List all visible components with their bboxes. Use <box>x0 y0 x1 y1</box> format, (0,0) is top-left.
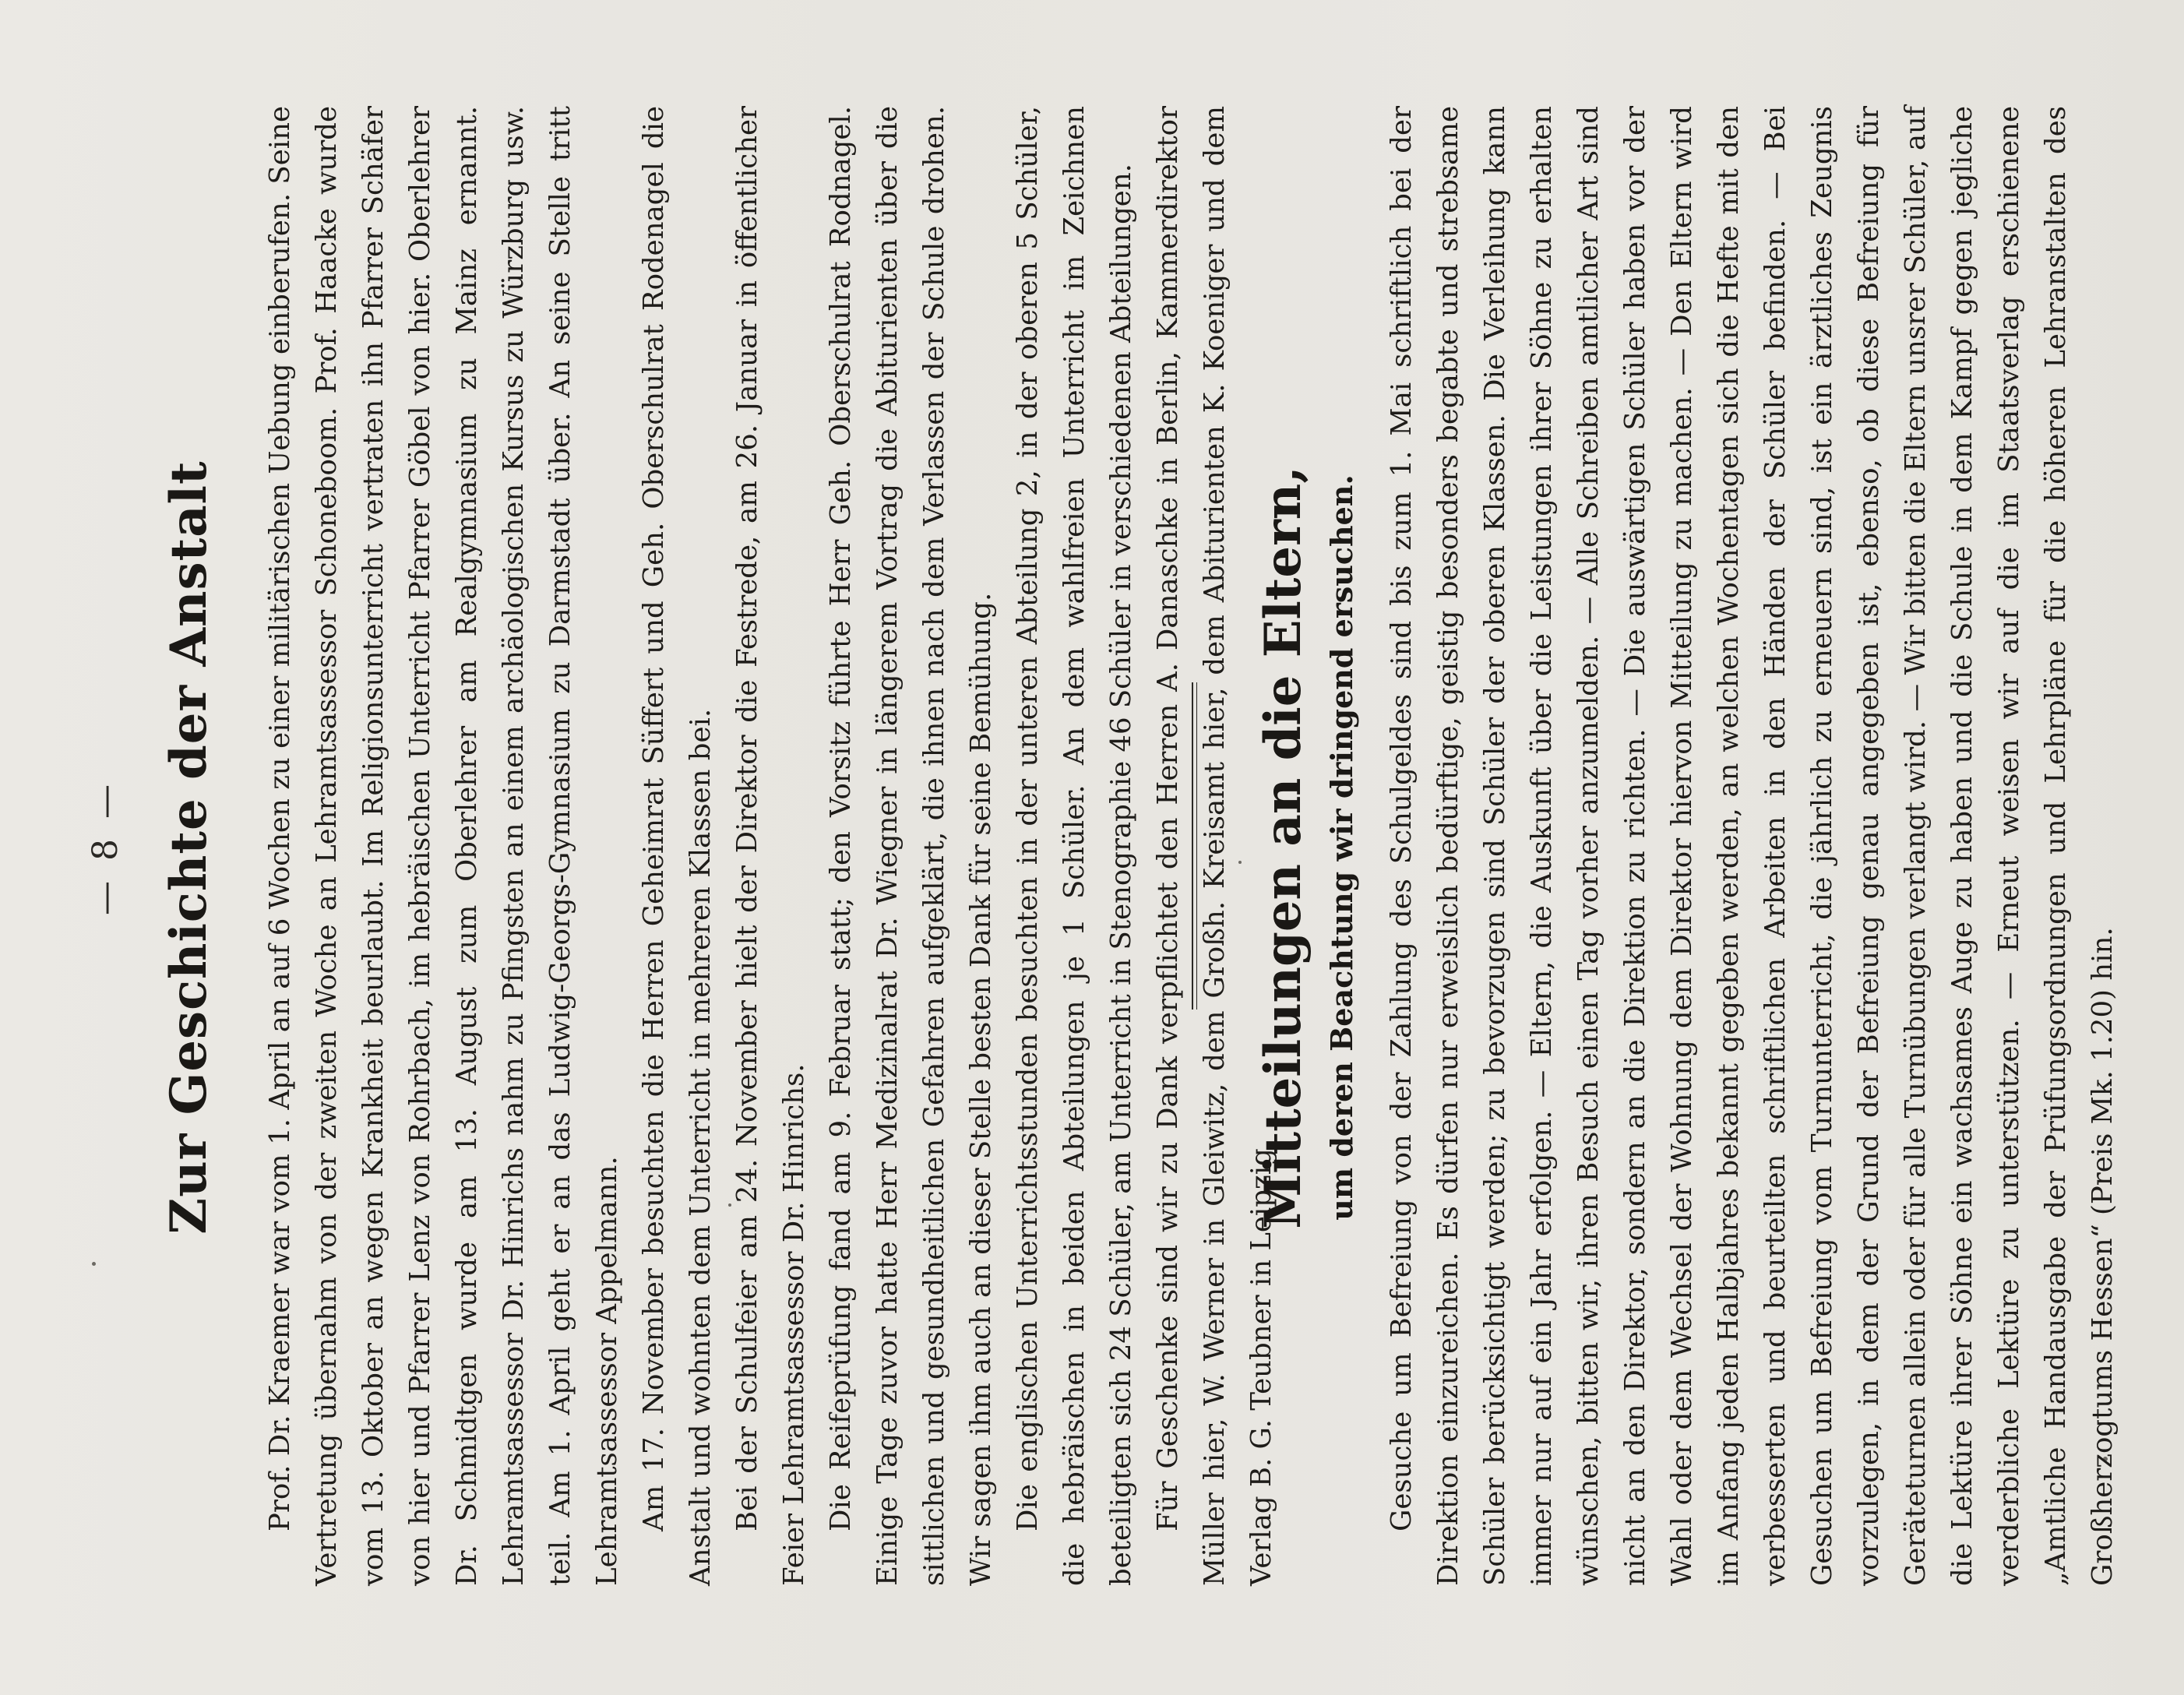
paragraph: Die Reifeprüfung fand am 9. Februar statt; den Vorsitz führte Herr Geh. Oberschulrat Rodnagel. Einige Tage zuvor hatte Herr Medizinalrat Dr. Wiegner in längerem Vortrag die Abiturienten über die sittlichen und gesundheitlichen Gefahren aufgeklärt, die ihnen nach dem Verlassen der Schule drohen. Wir sagen ihm auch an dieser Stelle besten Dank für seine Bemühung. <box>825 106 997 1586</box>
section-title-history: Zur Geschichte der Anstalt <box>160 460 218 1235</box>
section-divider <box>1192 682 1193 1010</box>
paragraph: Am 17. November besuchten die Herren Geheimrat Süffert und Geh. Oberschulrat Rodenagel die Anstalt und wohnten dem Unterricht in mehreren Klassen bei. <box>638 106 717 1586</box>
section-divider-thin <box>1196 682 1197 1010</box>
page-number: — 8 — <box>86 780 125 915</box>
paragraph: Gesuche um Befreiung von der Zahlung des Schulgeldes sind bis zum 1. Mai schriftlich bei der Direktion einzureichen. Es dürfen nur erweislich bedürftige, geistig besonders begabte und strebsame Schüler berücksichtigt werden; zu bevorzugen sind Schüler der oberen Klassen. Die Verleihung kann immer nur auf ein Jahr erfolgen. — Eltern, die Auskunft über die Leistungen ihrer Söhne zu erhalten wünschen, bitten wir, ihren Besuch einen Tag vorher anzumelden. — Alle Schreiben amtlicher Art sind nicht an den Direktor, sondern an die Direktion zu richten. — Die auswärtigen Schüler haben vor der Wahl oder dem Wechsel der Wohnung dem Direktor hiervon Mitteilung zu machen. — Den Eltern wird im Anfang jeden Halbjahres bekannt gegeben werden, an welchen Wochentagen sich die Hefte mit den verbesserten und beurteilten schriftlichen Arbeiten in den Händen der Schüler befinden. — Bei Gesuchen um Befreiung vom Turnunterricht, die jährlich zu erneuern sind, ist ein ärztliches Zeugnis vorzulegen, in dem der Grund der Befreiung genau angegeben ist, ebenso, ob diese Befreiung für Geräteturnen allein oder für alle Turnübungen verlangt wird. — Wir bitten die Eltern unsrer Schüler, auf die Lektüre ihrer Söhne ein wachsames Auge zu haben und die Schule in dem Kampf gegen jegliche verderbliche Lektüre zu unterstützen. — Erneut weisen wir auf die im Staatsverlag erschienene „Amtliche Handausgabe der Prüfungsordnungen und Lehrpläne für die höheren Lehranstalten des Großherzogtums Hessen“ (Preis Mk. 1.20) hin. <box>1386 106 2119 1586</box>
section-subtitle-parents: um deren Beachtung wir dringend ersuchen. <box>1324 474 1359 1221</box>
paragraph: Bei der Schulfeier am 24. November hielt der Direktor die Festrede, am 26. Januar in öffentlicher Feier Lehramtsassessor Dr. Hinrichs. <box>731 106 810 1586</box>
section-title-parents: Mitteilungen an die Eltern, <box>1254 466 1312 1229</box>
paragraph: Die englischen Unterrichtsstunden besuchten in der unteren Abteilung 2, in der oberen 5 Schüler, die hebräischen in beiden Abteilungen je 1 Schüler. An dem wahlfreien Unterricht im Zeichnen beteiligten sich 24 Schüler, am Unterricht in Stenographie 46 Schüler in verschiedenen Abteilungen. <box>1012 106 1137 1586</box>
section-body-parents <box>1379 106 2126 1586</box>
paragraph: Prof. Dr. Kraemer war vom 1. April an auf 6 Wochen zu einer militärischen Uebung einberufen. Seine Vertretung übernahm von der zweiten Woche an Lehramtsassessor Schoneboom. Prof. Haacke wurde vom 13. Oktober an wegen Krankheit beurlaubt. Im Religionsunterricht vertraten ihn Pfarrer Schäfer von hier und Pfarrer Lenz von Rohrbach, im hebräischen Unterricht Pfarrer Göbel von hier. Oberlehrer Dr. Schmidtgen wurde am 13. August zum Oberlehrer am Realgymnasium zu Mainz ernannt. Lehramtsassessor Dr. Hinrichs nahm zu Pfingsten an einem archäologischen Kursus zu Würzburg usw. teil. Am 1. April geht er an das Ludwig-Georgs-Gymnasium zu Darmstadt über. An seine Stelle tritt Lehramtsassessor Appelmann. <box>264 106 623 1586</box>
section-body-history <box>257 106 1285 1586</box>
paragraph: Für Geschenke sind wir zu Dank verpflichtet den Herren A. Danaschke in Berlin, Kammerdirektor Müller hier, W. Werner in Gleiwitz, dem Großh. Kreisamt hier, dem Abiturienten K. Koeniger und dem Verlag B. G. Teubner in Leipzig. <box>1152 106 1277 1586</box>
